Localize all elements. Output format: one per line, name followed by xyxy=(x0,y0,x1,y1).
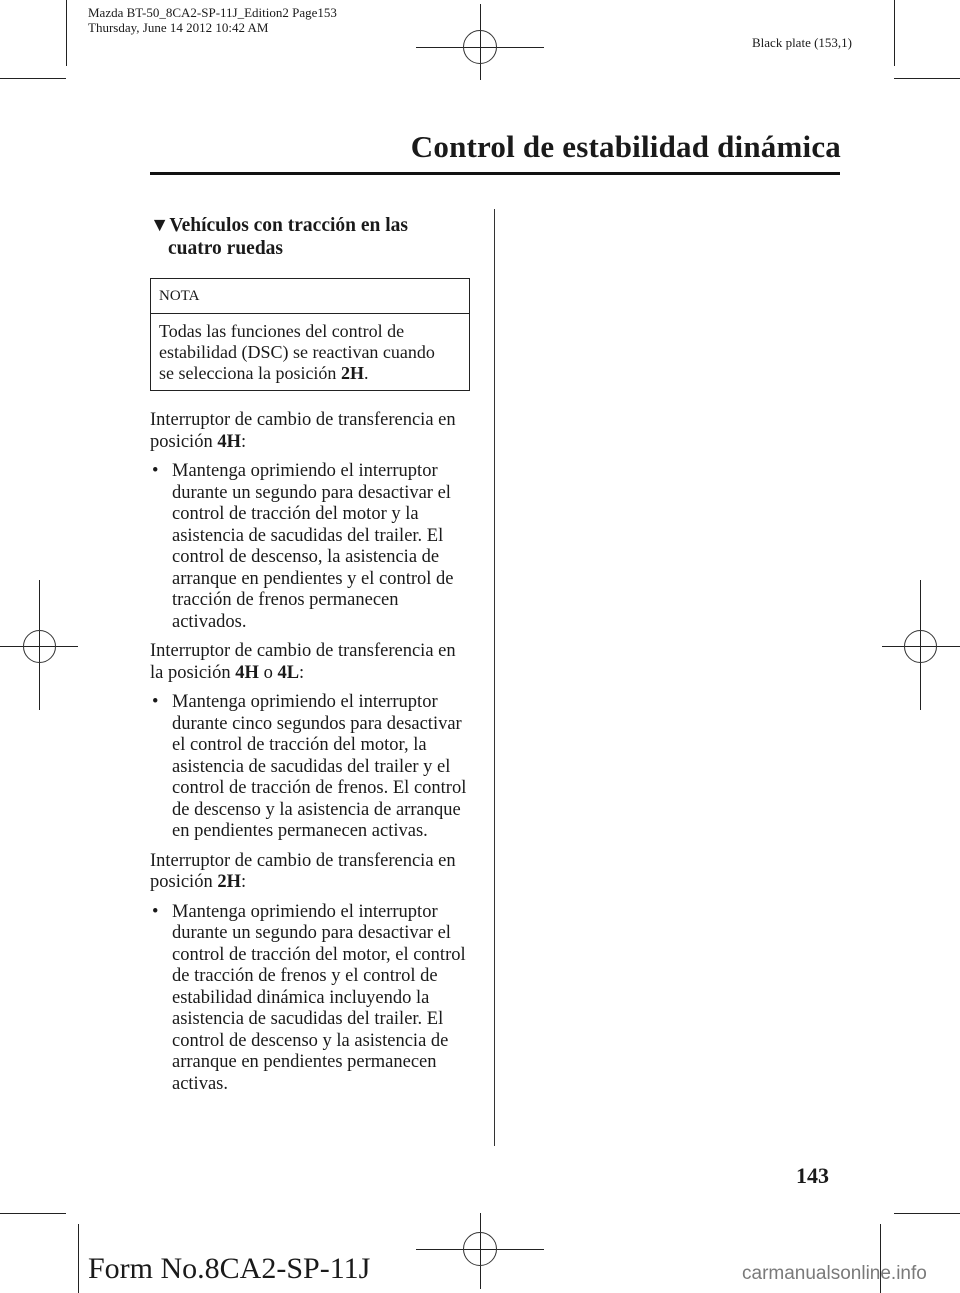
note-line3: se selecciona la posición 2H. xyxy=(159,363,369,383)
page-number: 143 xyxy=(796,1163,829,1188)
plate-label: Black plate (153,1) xyxy=(752,35,852,50)
heading-line2: cuatro ruedas xyxy=(168,238,284,259)
paragraph-2h: Interruptor de cambio de transferencia en posición 2H: xyxy=(150,850,456,892)
bullet-item-1: • Mantenga oprimiendo el interruptor durante un segundo para desactivar el control de tracción del motor y la asistencia de sacudidas del trailer. El control de descenso, la asistencia de arranque en pendientes y el control de tracción de frenos permanecen activados. xyxy=(152,461,454,632)
note-line2: estabilidad (DSC) se reactivan cuando xyxy=(159,342,435,362)
triangle-marker-icon: ▼ xyxy=(150,215,170,236)
title-rule xyxy=(150,172,840,175)
heading-line1: Vehículos con tracción en las xyxy=(169,215,409,236)
column-divider xyxy=(494,209,495,1146)
section-title: Control de estabilidad dinámica xyxy=(410,129,841,164)
file-info xyxy=(88,5,337,35)
note-text xyxy=(159,321,435,384)
bullet-item-3: • Mantenga oprimiendo el interruptor durante un segundo para desactivar el control de tracción del motor, el control de tracción de frenos y el control de estabilidad dinámica incluyendo la asistencia de sacudidas del trailer. El control de descenso y la asistencia de arranque en pendientes permanecen activas. xyxy=(152,901,466,1094)
file-info-line2: Thursday, June 14 2012 10:42 AM xyxy=(88,20,269,35)
bullet-icon: • xyxy=(152,901,159,922)
note-title: NOTA xyxy=(159,288,200,304)
note-divider xyxy=(151,313,469,314)
bullet-icon: • xyxy=(152,692,159,712)
bullet-icon: • xyxy=(152,461,159,481)
file-info-line1: Mazda BT-50_8CA2-SP-11J_Edition2 Page153 xyxy=(88,5,337,20)
note-box xyxy=(150,278,470,391)
section-heading xyxy=(150,214,480,260)
form-number: Form No.8CA2-SP-11J xyxy=(88,1252,371,1285)
main-body xyxy=(150,410,480,1095)
paragraph-4h: Interruptor de cambio de transferencia en posición 4H: xyxy=(150,410,456,452)
bullet-item-2: • Mantenga oprimiendo el interruptor durante cinco segundos para desactivar el control de tracción del motor, la asistencia de sacudidas del trailer y el control de tracción de frenos. El control de descenso y la asistencia de arranque en pendientes permanecen activas. xyxy=(152,692,467,841)
watermark: carmanualsonline.info xyxy=(742,1263,927,1284)
note-line1: Todas las funciones del control de xyxy=(159,321,405,341)
paragraph-4h-4l: Interruptor de cambio de transferencia en la posición 4H o 4L: xyxy=(150,641,456,683)
